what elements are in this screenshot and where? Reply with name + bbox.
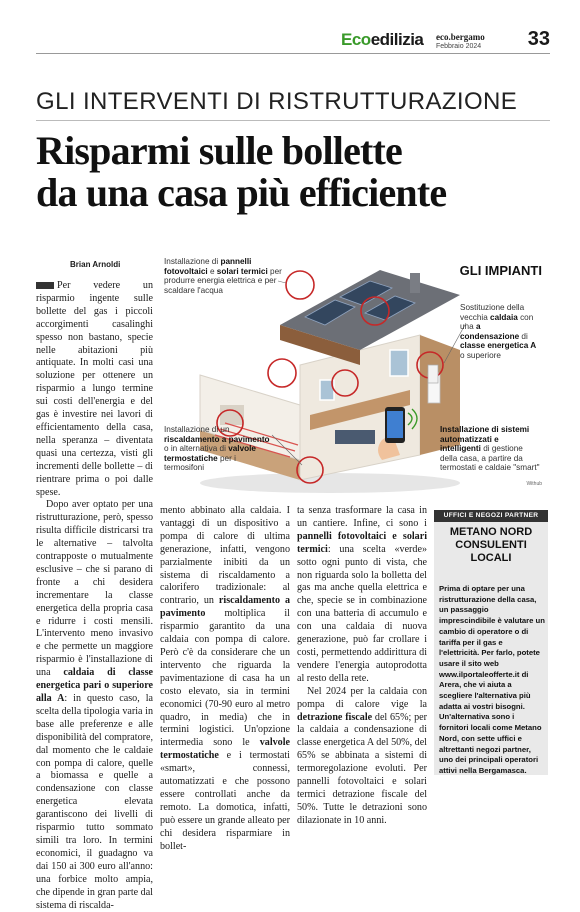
infographic-heading: GLI IMPIANTI bbox=[459, 263, 542, 278]
article-column-3 bbox=[297, 505, 427, 828]
paragraph: Per vedere un risparmio ingente sulle bollette del gas i piccoli accorgimenti casalinghi spesso non bastano, specie nelle abitazioni più antiquate. In molti casi una soluzione per ottenere un risparmio a lungo termine sui costi dell'energia e del gas è investire nei lavori di efficientamento della casa, nella speranza – diventata quasi una certezza, visti gli incrementi delle bollette – di rientrare prima o poi dalle spese. bbox=[36, 280, 153, 498]
impianti-infographic bbox=[160, 255, 548, 495]
caption-smart-home: Installazione di sistemi automatizzati e intelligenti di gestione della casa, a partire da termostati e caldaie "smart" bbox=[440, 425, 540, 473]
section-brand bbox=[341, 30, 423, 50]
article-byline: Brian Arnoldi bbox=[70, 260, 121, 269]
paragraph: ta senza trasformare la casa in un cantiere. Infine, ci sono i pannelli fotovoltaici e solari termici: una scelta «verde» sotto ogni punto di vista, che non riguarda solo la bolletta del gas ma anche quella elettrica e che, specie se in combinazione con una batteria di accumulo e con una caldaia di nuova generazione, può far crollare i costi, permettendo addirittura di vendere l'energia autoprodotta al resto della rete. bbox=[297, 505, 427, 684]
partner-sidebar bbox=[434, 510, 548, 775]
caption-floor-heating: Installazione di un riscaldamento a pavimento o in alternativa di valvole termostatiche per i termosifoni bbox=[164, 425, 270, 473]
article-column-2 bbox=[160, 505, 290, 853]
paragraph: Dopo aver optato per una ristrutturazione, però, spesso risulta difficile districarsi tra le alternative – talvolta contrapposte o mutualmente esclusive – che si parano di fronte a chi desidera incrementare la classe energetica della propria casa e ridurre i costi mensili. L'intervento meno invasivo e che permette un maggiore risparmio è l'installazione di una caldaia di classe energetica pari o superiore alla A: in questo caso, la scelta della tipologia varia in base alle preferenze e alle disponibilità del compratore, dal momento che le caldaie con pompa di calore, quelle a biomassa e quelle a condensazione con classe energetica elevata garantiscono dei livelli di risparmio tutto sommato simili tra loro. In termini economici, il guadagno va dai 150 ai 300 euro all'anno: una forbice molto ampia, che dipende in gran parte dal sistema di riscalda- bbox=[36, 499, 153, 911]
brand-edilizia: edilizia bbox=[370, 30, 424, 49]
sidebar-title: METANO NORD CONSULENTI LOCALI bbox=[449, 526, 533, 564]
title-line-2: da una casa più efficiente bbox=[36, 170, 447, 215]
paragraph-start-marker bbox=[36, 282, 54, 289]
graphic-credit: Withub bbox=[526, 481, 542, 487]
page-header bbox=[36, 30, 550, 54]
publication-date: Febbraio 2024 bbox=[436, 43, 482, 50]
caption-boiler: Sostituzione della vecchia caldaia con una a condensazione di classe energetica A o superiore bbox=[460, 303, 537, 360]
paragraph: mento abbinato alla caldaia. I vantaggi di un dispositivo a pompa di calore di ultima generazione, infatti, vengono parzialmente inibiti da un sistema di riscaldamento a calorifero tradizionale: al contrario, un riscaldamento a pavimento moltiplica il risparmio garantito da una caldaia con pompa di calore. Però c'è da considerare che un intervento che riguarda la pavimentazione di casa ha un costo elevato, sia in termini economici (70-90 euro al metro quadro, in media) che in termini logistici. Un'opzione intermedia sono le valvole termostatiche e i termostati «smart», connessi, automatizzati e che possono essere controllati anche da remoto. La domotica, infatti, può essere un grande alleato per chi desidera risparmiare in bollet- bbox=[160, 505, 290, 852]
sidebar-body: Prima di optare per una ristrutturazione della casa, un passaggio imprescindibile è valutare un cambio di operatore o di tariffa per il gas e l'elettricità. Per farlo, potete usare il sito web www.ilportaleofferte.it di Arera, che vi aiuta a scegliere l'alternativa più adatta ai vostri bisogni. Un'alternativa sono i fornitori locali come Metano Nord, con sette uffici e altrettanti negozi partner, uno dei principali operatori attivi nella Bergamasca. bbox=[439, 584, 545, 775]
article-column-1 bbox=[36, 280, 153, 912]
brand-eco: Eco bbox=[341, 30, 371, 49]
sidebar-label: UFFICI E NEGOZI PARTNER bbox=[434, 510, 548, 522]
article-kicker: GLI INTERVENTI DI RISTRUTTURAZIONE bbox=[36, 88, 518, 115]
publication-info bbox=[436, 32, 485, 52]
page-number: 33 bbox=[527, 28, 550, 50]
title-line-1: Risparmi sulle bollette bbox=[36, 128, 403, 173]
paragraph: Nel 2024 per la caldaia con pompa di calore vige la detrazione fiscale del 65%; per la caldaia a condensazione di classe energetica A del 50%, del 65% se abbinata a sistemi di termoregolazione evoluti. Per pannelli fotovoltaici e solari termici detrazione fiscale del 50%. Tutte le detrazioni sono dilazionate in 10 anni. bbox=[297, 685, 427, 826]
kicker-divider bbox=[36, 120, 550, 121]
caption-solar: Installazione di pannelli fotovoltaici e solari termici per produrre energia elettrica e per scaldare l'acqua bbox=[164, 257, 282, 295]
publication-name: eco.bergamo bbox=[436, 32, 485, 42]
article-title bbox=[36, 130, 556, 214]
